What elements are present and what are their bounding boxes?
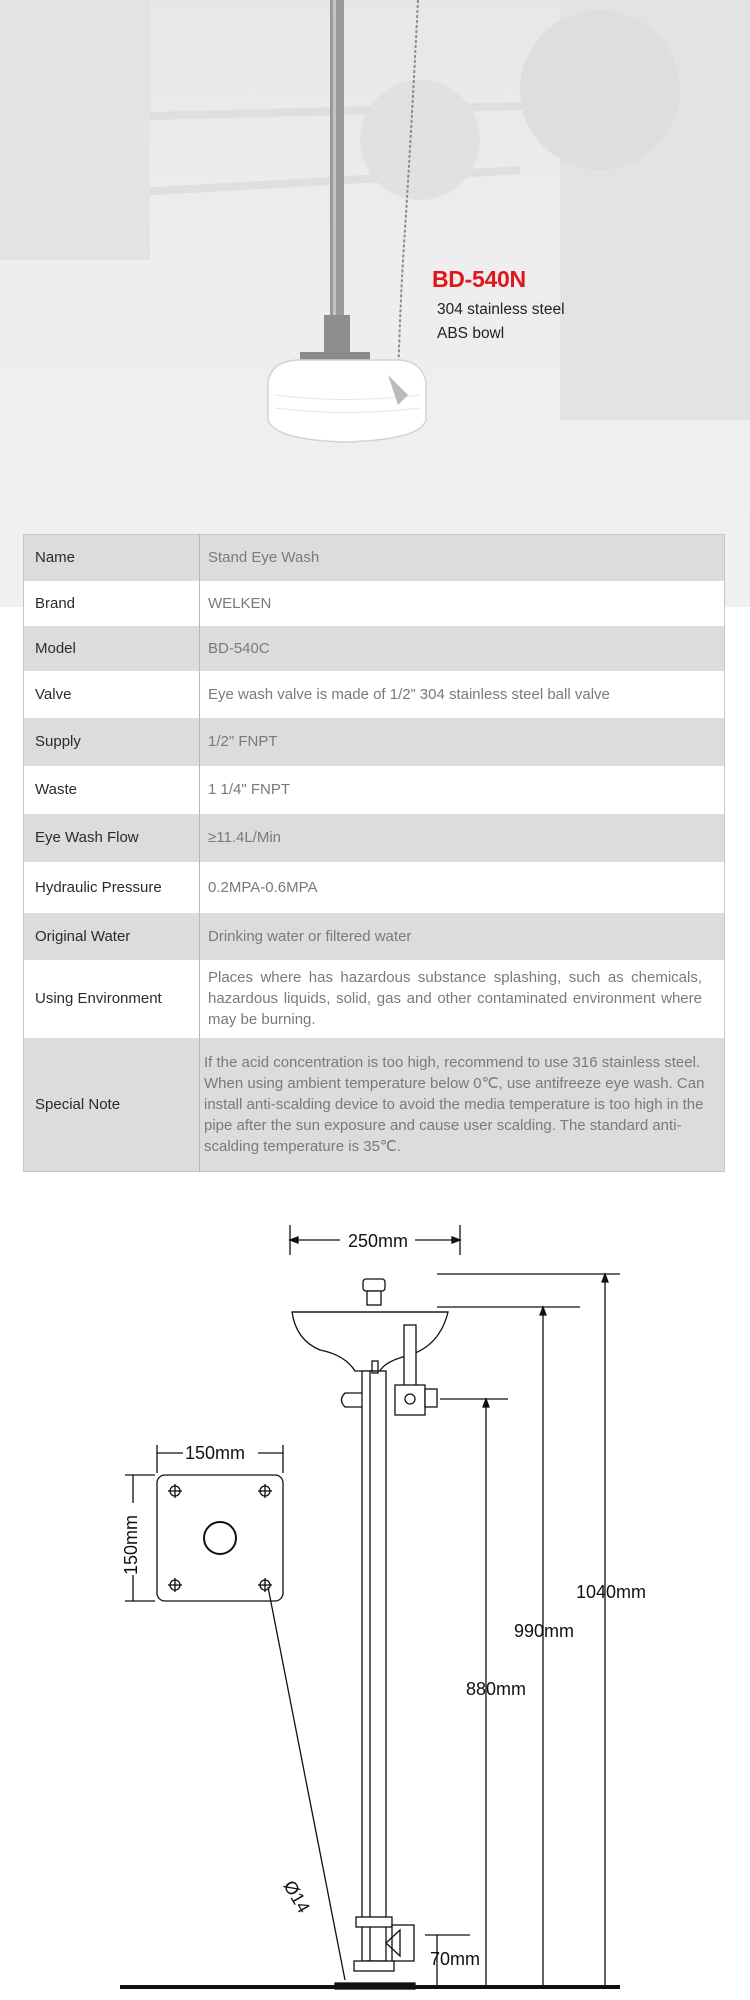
spec-label: Using Environment <box>24 960 200 1038</box>
spec-row-model <box>24 626 725 671</box>
spec-label: Waste <box>24 766 200 814</box>
dim-base-width: 150mm <box>185 1443 246 1463</box>
product-hero <box>0 0 750 607</box>
spec-row-brand <box>24 581 725 626</box>
spec-row-special-note <box>24 1038 725 1172</box>
spec-row-name <box>24 535 725 581</box>
spec-value: If the acid concentration is too high, recommend to use 316 stainless steel. When using ambient temperature below 0℃, use antifreeze eye wash. Can install anti-scalding device to avoid the media temperature is too high in the pipe after the sun exposure and cause user scalding. The standard anti-scalding temperature is 35℃. <box>200 1038 725 1172</box>
dim-total-height: 1040mm <box>576 1582 647 1602</box>
spec-value: ≥11.4L/Min <box>200 814 725 862</box>
spec-row-waste <box>24 766 725 814</box>
dimension-drawing <box>0 1175 750 2000</box>
feature-bowl: ABS bowl <box>437 325 505 342</box>
spec-label: Valve <box>24 671 200 718</box>
spec-label: Name <box>24 535 200 581</box>
spec-table <box>23 534 725 1172</box>
dim-waste-height: 70mm <box>430 1949 481 1969</box>
spec-row-flow <box>24 814 725 862</box>
feature-material: 304 stainless steel <box>437 301 565 318</box>
spec-label: Eye Wash Flow <box>24 814 200 862</box>
spec-label: Special Note <box>24 1038 200 1172</box>
spec-row-water <box>24 913 725 960</box>
dim-base-depth: 150mm <box>121 1514 141 1575</box>
spec-value: Drinking water or filtered water <box>200 913 725 960</box>
dim-bowl-height: 990mm <box>514 1621 575 1641</box>
spec-value: Places where has hazardous substance splashing, such as chemicals, hazardous liquids, solid, gas and other contaminated environment where may be burning. <box>200 960 725 1038</box>
spec-label: Hydraulic Pressure <box>24 862 200 913</box>
spec-row-valve <box>24 671 725 718</box>
spec-value: WELKEN <box>200 581 725 626</box>
spec-value: Stand Eye Wash <box>200 535 725 581</box>
dim-bowl-width: 250mm <box>348 1231 409 1251</box>
spec-label: Brand <box>24 581 200 626</box>
abs-bowl <box>268 360 426 442</box>
dim-valve-height: 880mm <box>466 1679 527 1699</box>
spec-row-supply <box>24 718 725 766</box>
dim-hole-diameter: Ø14 <box>279 1877 314 1917</box>
spec-value: BD-540C <box>200 626 725 671</box>
spec-value: 1/2" FNPT <box>200 718 725 766</box>
model-title: BD-540N <box>432 266 526 292</box>
spec-row-environment <box>24 960 725 1038</box>
product-photo <box>0 0 750 607</box>
spec-label: Original Water <box>24 913 200 960</box>
stand-pole <box>330 0 344 330</box>
spec-label: Model <box>24 626 200 671</box>
spec-value: 0.2MPA-0.6MPA <box>200 862 725 913</box>
spec-value: 1 1/4" FNPT <box>200 766 725 814</box>
spec-label: Supply <box>24 718 200 766</box>
spec-row-pressure <box>24 862 725 913</box>
spec-value: Eye wash valve is made of 1/2” 304 stainless steel ball valve <box>200 671 725 718</box>
